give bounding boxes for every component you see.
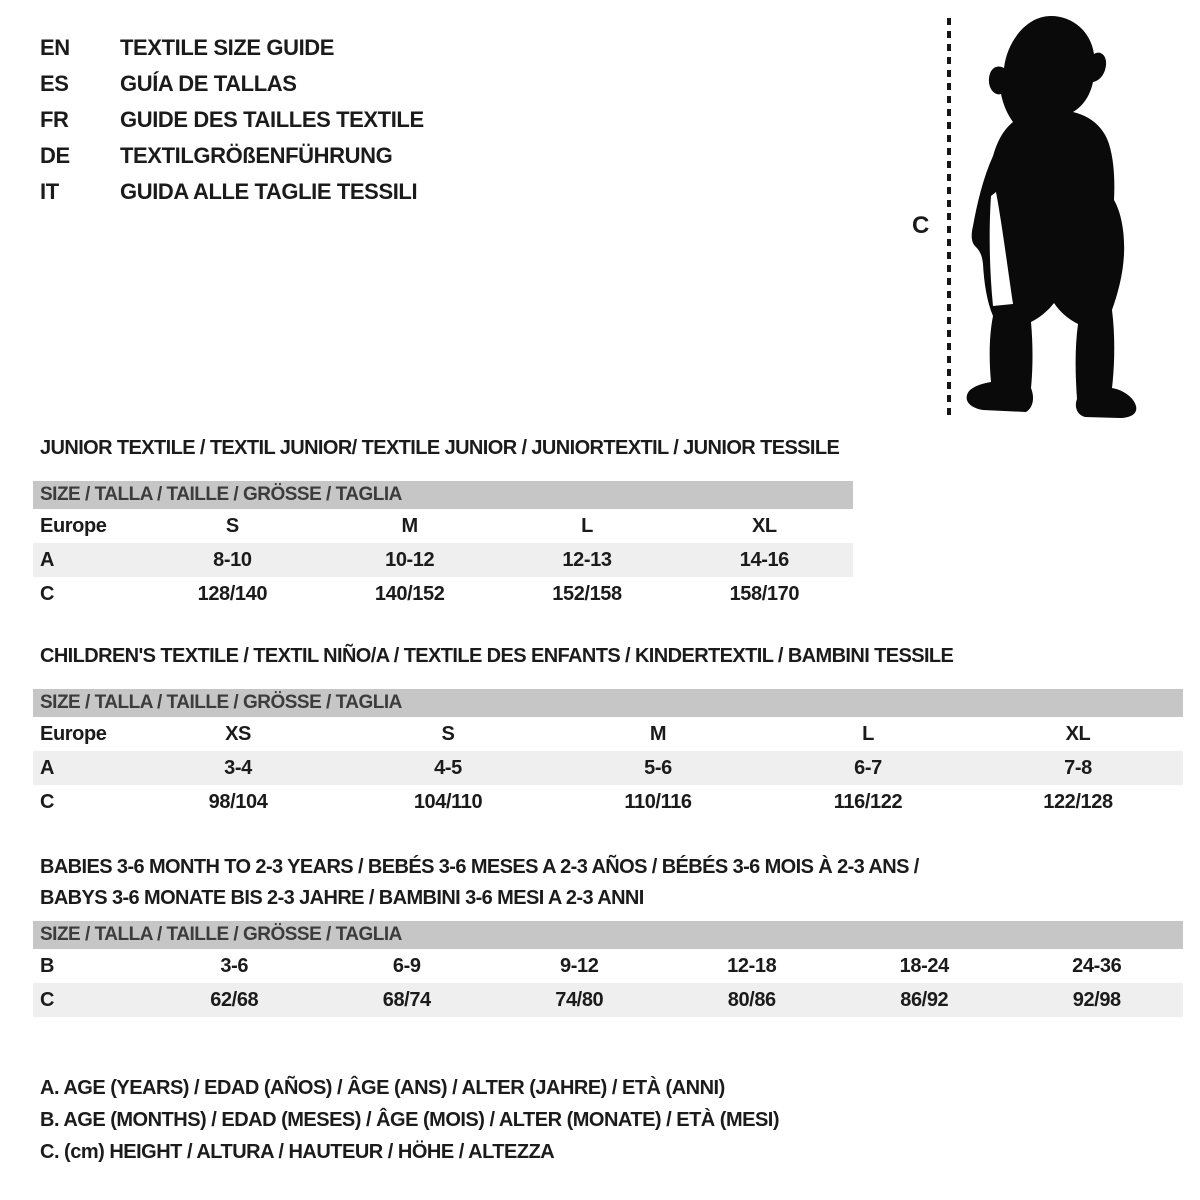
section-title: CHILDREN'S TEXTILE / TEXTIL NIÑO/A / TEXTILE DES ENFANTS / KINDERTEXTIL / BAMBINI TESSILE (40, 645, 954, 667)
legend-line-a: A. AGE (YEARS) / EDAD (AÑOS) / ÂGE (ANS) / ALTER (JAHRE) / ETÀ (ANNI) (40, 1077, 725, 1099)
size-header-bar: SIZE / TALLA / TAILLE / GRÖSSE / TAGLIA (33, 689, 1183, 717)
section-title-line2: BABYS 3-6 MONATE BIS 2-3 JAHRE / BAMBINI 3-6 MESI A 2-3 ANNI (40, 887, 644, 909)
junior-size-table (33, 509, 853, 611)
size-cell: 5-6 (644, 756, 672, 779)
size-cell: 6-9 (392, 954, 421, 977)
section-junior-textile (33, 436, 853, 611)
size-cell: 3-6 (220, 954, 249, 977)
size-cell: M (649, 722, 667, 745)
language-code: IT (40, 179, 59, 204)
size-cell: 158/170 (729, 582, 800, 605)
section-title: JUNIOR TEXTILE / TEXTIL JUNIOR/ TEXTILE JUNIOR / JUNIORTEXTIL / JUNIOR TESSILE (40, 437, 840, 459)
size-header-bar: SIZE / TALLA / TAILLE / GRÖSSE / TAGLIA (33, 481, 853, 509)
language-row (40, 30, 424, 66)
size-cell: 4-5 (434, 756, 462, 779)
size-cell: 116/122 (833, 790, 903, 813)
size-cell: 24-36 (1072, 954, 1122, 977)
row-label: A (40, 756, 55, 779)
size-cell: 18-24 (899, 954, 949, 977)
language-header (40, 30, 424, 210)
size-cell: 68/74 (382, 988, 431, 1011)
size-cell: 10-12 (385, 548, 435, 571)
guide-title: GUIDA ALLE TAGLIE TESSILI (120, 179, 418, 204)
size-cell: 74/80 (555, 988, 604, 1011)
table-row (33, 785, 1183, 819)
language-code: DE (40, 143, 70, 168)
babies-size-table (33, 949, 1183, 1017)
table-row (33, 751, 1183, 785)
language-row (40, 174, 424, 210)
size-cell: 128/140 (197, 582, 268, 605)
guide-title: GUIDE DES TAILLES TEXTILE (120, 107, 424, 132)
size-cell: 6-7 (854, 756, 882, 779)
table-row (33, 543, 853, 577)
size-cell: XL (1065, 722, 1091, 745)
language-code: FR (40, 107, 69, 132)
guide-title: TEXTILGRÖßENFÜHRUNG (120, 143, 393, 168)
row-label: Europe (40, 514, 107, 537)
size-cell: 140/152 (374, 582, 445, 605)
size-cell: 62/68 (210, 988, 259, 1011)
size-cell: 104/110 (413, 790, 483, 813)
section-children-textile (33, 644, 1183, 819)
baby-silhouette-icon (963, 8, 1145, 420)
size-cell: 86/92 (900, 988, 949, 1011)
row-label: C (40, 790, 55, 813)
legend-line-b: B. AGE (MONTHS) / EDAD (MESES) / ÂGE (MOIS) / ALTER (MONATE) / ETÀ (MESI) (40, 1109, 780, 1131)
size-cell: 12-18 (727, 954, 777, 977)
size-cell: S (441, 722, 455, 745)
section-babies-textile (33, 855, 1183, 1017)
height-measure-label: C (912, 212, 929, 239)
size-header-bar: SIZE / TALLA / TAILLE / GRÖSSE / TAGLIA (33, 921, 1183, 949)
legend-line-c: C. (cm) HEIGHT / ALTURA / HAUTEUR / HÖHE / ALTEZZA (40, 1141, 555, 1163)
language-row (40, 66, 424, 102)
table-row (33, 949, 1183, 983)
row-label: C (40, 988, 55, 1011)
size-cell: XS (225, 722, 251, 745)
row-label: Europe (40, 722, 107, 745)
table-row (33, 577, 853, 611)
table-row (33, 983, 1183, 1017)
language-row (40, 138, 424, 174)
size-cell: L (862, 722, 874, 745)
size-cell: 92/98 (1072, 988, 1121, 1011)
size-cell: 98/104 (208, 790, 268, 813)
size-cell: XL (751, 514, 777, 537)
section-title-wrap (33, 855, 1183, 910)
size-cell: M (401, 514, 418, 537)
size-cell: 14-16 (739, 548, 789, 571)
row-label: A (40, 548, 55, 571)
table-row (33, 717, 1183, 751)
language-row (40, 102, 424, 138)
size-cell: S (225, 514, 239, 537)
size-cell: 122/128 (1043, 790, 1113, 813)
guide-title: GUÍA DE TALLAS (120, 71, 297, 96)
size-cell: 9-12 (560, 954, 599, 977)
row-label: C (40, 582, 55, 605)
height-measure-dashed-line (947, 18, 951, 418)
guide-title: TEXTILE SIZE GUIDE (120, 35, 335, 60)
table-row (33, 509, 853, 543)
language-code: EN (40, 35, 70, 60)
size-cell: 3-4 (224, 756, 252, 779)
size-cell: 8-10 (213, 548, 252, 571)
children-size-table (33, 717, 1183, 819)
row-label: B (40, 954, 55, 977)
size-cell: 110/116 (624, 790, 692, 813)
size-cell: L (581, 514, 593, 537)
size-cell: 80/86 (727, 988, 776, 1011)
legend (40, 1072, 779, 1168)
size-cell: 12-13 (562, 548, 612, 571)
size-cell: 152/158 (552, 582, 622, 605)
section-title: BABIES 3-6 MONTH TO 2-3 YEARS / BEBÉS 3-6 MESES A 2-3 AÑOS / BÉBÉS 3-6 MOIS À 2-3 ANS / (40, 856, 919, 878)
size-cell: 7-8 (1064, 756, 1092, 779)
language-code: ES (40, 71, 69, 96)
